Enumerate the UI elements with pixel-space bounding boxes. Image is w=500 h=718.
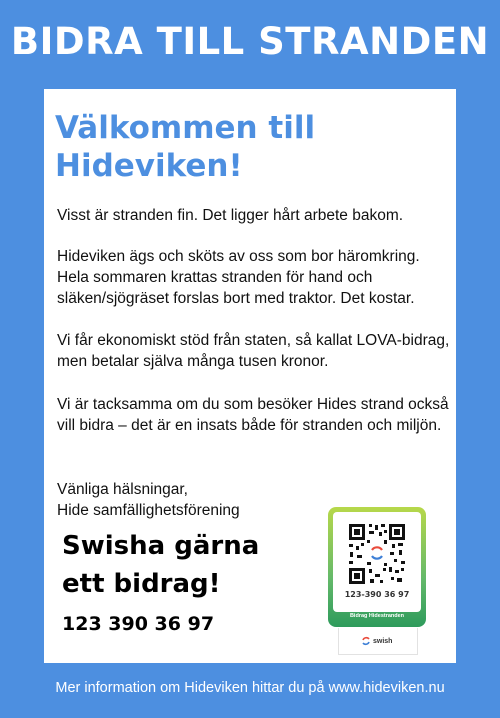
paragraph-2: Hideviken ägs och sköts av oss som bor häromkring. Hela sommaren krattas stranden för hand och släken/sjögräset forslas bort med traktor. Det kostar. [57,248,420,307]
swish-logo-icon [361,636,371,646]
footer-info: Mer information om Hideviken hittar du på www.hideviken.nu [55,680,445,696]
swish-callout: Swisha gärna ett bidrag! [62,531,260,599]
swish-card-number: 123-390 36 97 [344,590,410,599]
signature: Vänliga hälsningar, Hide samfällighetsförening [57,481,240,519]
qr-code-icon[interactable] [347,522,407,586]
swish-card-inner [333,512,421,612]
welcome-heading: Välkommen till Hideviken! [55,110,316,184]
info-panel [44,89,456,663]
swish-qr-card[interactable] [328,507,426,655]
swish-logo-text: swish [373,637,393,645]
swish-card-frame [328,507,426,627]
paragraph-4: Vi är tacksamma om du som besöker Hides strand också vill bidra – det är en insats både för stranden och miljön. [57,396,449,434]
swish-card-label: Bidrag Hidestranden [349,613,405,619]
swish-number: 123 390 36 97 [62,613,215,635]
swish-logo [361,636,392,646]
paragraph-3: Vi får ekonomiskt stöd från staten, så kallat LOVA-bidrag, men betalar själva många tusen kronor. [57,332,450,370]
paragraph-1: Visst är stranden fin. Det ligger hårt arbete bakom. [57,207,404,224]
swish-card-footer [338,628,418,655]
page-header: BIDRA TILL STRANDEN [10,20,490,63]
